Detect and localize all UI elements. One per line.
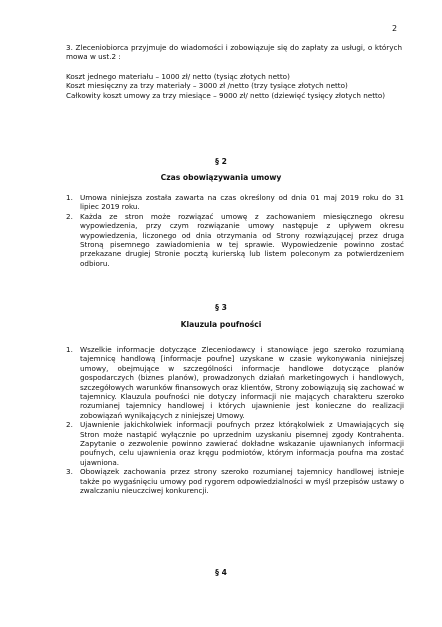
list-item — [66, 467, 404, 495]
list-item-number: 3. — [66, 467, 73, 477]
list-item-text: Obowiązek zachowania przez strony szeroko rozumianej tajemnicy handlowej istnieje także po wygaśnięciu umowy pod rygorem odpowiedzialności w myśl przepisów ustawy o zwalczaniu nieuczciwej konkurencji. — [80, 467, 404, 496]
list-item — [66, 193, 404, 212]
cost-line-total: Całkowity koszt umowy za trzy miesiące – 9000 zł/ netto (dziewięć tysięcy złotych netto) — [66, 90, 386, 100]
list-item-number: 2. — [66, 420, 73, 430]
list-item-number: 1. — [66, 345, 73, 354]
page-number: 2 — [392, 24, 398, 33]
list-item — [66, 420, 404, 467]
list-item-text: Każda ze stron może rozwiązać umowę z zachowaniem miesięcznego okresu wypowiedzenia, przy czym rozwiązanie umowy następuje z upływem okresu wypowiedzenia, liczonego od dnia otrzymania od Strony rozwiązującej przez druga Stroną pisemnego zawiadomienia w tej sprawie. Wypowiedzenie powinno zostać przekazane drugiej Stronie pocztą kurierską lub listem poleconym za potwierdzeniem odbioru. — [80, 211, 404, 268]
section-2-list — [66, 193, 404, 268]
list-item-text: Wszelkie informacje dotyczące Zleceniodawcy i stanowiące jego szeroko rozumianą tajemnicę handlową [informacje poufne] uzyskane w czasie wykonywania niniejszej umowy, obejmujące w szczególności informacje handlowe dotyczące planów gospodarczych (biznes planów), prowadzonych działań marketingowych i handlowych, szczegółowych warunków finansowych oraz klientów, Strony zobowiązują się zachować w tajemnicy. Klauzula poufności nie dotyczy informacji nie mających charakteru szeroko rozumianej tajemnicy handlowej i których ujawnienie jest konieczne do realizacji zobowiązań wynikających z niniejszej Umowy. — [80, 345, 404, 420]
list-item — [66, 345, 404, 420]
list-item — [66, 212, 404, 268]
cost-list — [66, 72, 411, 100]
section-2-title: Czas obowiązywania umowy — [160, 173, 282, 182]
list-item-number: 2. — [66, 211, 73, 221]
list-item-text: Ujawnienie jakichkolwiek informacji poufnych przez którąkolwiek z Umawiających się Stron może nastąpić wyłącznie po uprzednim uzyskaniu pisemnej zgody Kontrahenta. Zapytanie o zezwolenie powinno zawierać dokładne wskazanie ujawnianych informacji poufnych, celu ujawnienia oraz kręgu podmiotów, którym informacja poufna ma zostać ujawniona. — [80, 420, 404, 467]
section-3-title: Klauzula poufności — [180, 320, 262, 329]
section-3-symbol: § 3 — [215, 303, 227, 312]
section-4-symbol: § 4 — [215, 568, 227, 577]
list-item-text: Umowa niniejsza została zawarta na czas określony od dnia 01 maj 2019 roku do 31 lipiec 2019 roku. — [80, 193, 404, 212]
payment-clause: 3. Zleceniobiorca przyjmuje do wiadomości i zobowiązuje się do zapłaty za usługi, o których mowa w ust.2 : — [66, 43, 402, 62]
cost-line-monthly: Koszt miesięczny za trzy materiały – 3000 zł /netto (trzy tysiące złotych netto) — [66, 81, 348, 91]
section-2-symbol: § 2 — [215, 157, 227, 166]
list-item-number: 1. — [66, 193, 73, 202]
section-3-list — [66, 345, 404, 496]
cost-line-single: Koszt jednego materiału – 1000 zł/ netto (tysiąc złotych netto) — [66, 72, 290, 81]
